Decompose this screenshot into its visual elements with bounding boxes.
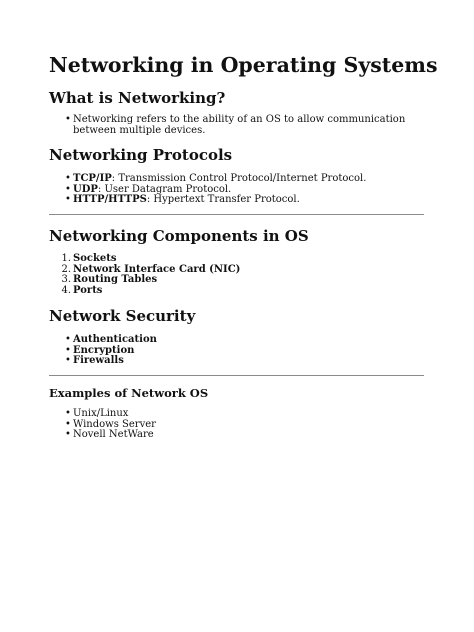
component-label: Sockets [73, 253, 117, 264]
heading-what-is-networking: What is Networking? [49, 89, 226, 107]
security-label: Encryption [73, 344, 135, 356]
security-list [49, 335, 409, 367]
heading-networking-components: Networking Components in OS [49, 227, 309, 245]
example-label: Unix/Linux [73, 408, 129, 419]
protocol-description: : User Datagram Protocol. [97, 183, 232, 195]
heading-examples-of-network-os: Examples of Network OS [49, 386, 209, 400]
components-list [49, 254, 409, 296]
list-number: 3. [61, 274, 71, 286]
protocol-description: : Hypertext Transfer Protocol. [146, 194, 300, 206]
list-number: 4. [61, 284, 71, 296]
protocol-description: : Transmission Control Protocol/Internet Protocol. [111, 173, 367, 184]
security-label: Firewalls [73, 355, 124, 367]
component-label: Routing Tables [73, 274, 158, 286]
protocol-term: TCP/IP [73, 173, 112, 184]
list-item [49, 275, 409, 286]
protocol-term: UDP [73, 183, 98, 195]
component-label: Network Interface Card (NIC) [73, 263, 241, 275]
protocols-list [49, 174, 409, 206]
example-label: Novell NetWare [73, 429, 154, 441]
document-title: Networking in Operating Systems [49, 53, 438, 77]
list-item [49, 356, 409, 367]
horizontal-rule [49, 214, 424, 215]
security-label: Authentication [73, 334, 157, 345]
list-number: 2. [61, 263, 71, 275]
heading-network-security: Network Security [49, 307, 196, 325]
heading-networking-protocols: Networking Protocols [49, 146, 233, 164]
list-number: 1. [61, 253, 71, 264]
example-label: Windows Server [73, 418, 156, 430]
list-item [49, 195, 409, 206]
component-label: Ports [73, 284, 103, 296]
examples-list [49, 409, 409, 441]
list-item [49, 115, 409, 136]
protocol-term: HTTP/HTTPS [73, 194, 147, 206]
list-item [49, 430, 409, 441]
horizontal-rule [49, 375, 424, 376]
list-item [49, 286, 409, 297]
what-is-networking-list [49, 115, 409, 136]
list-item-text: Networking refers to the ability of an OS to allow communication between multiple devices. [73, 114, 406, 136]
